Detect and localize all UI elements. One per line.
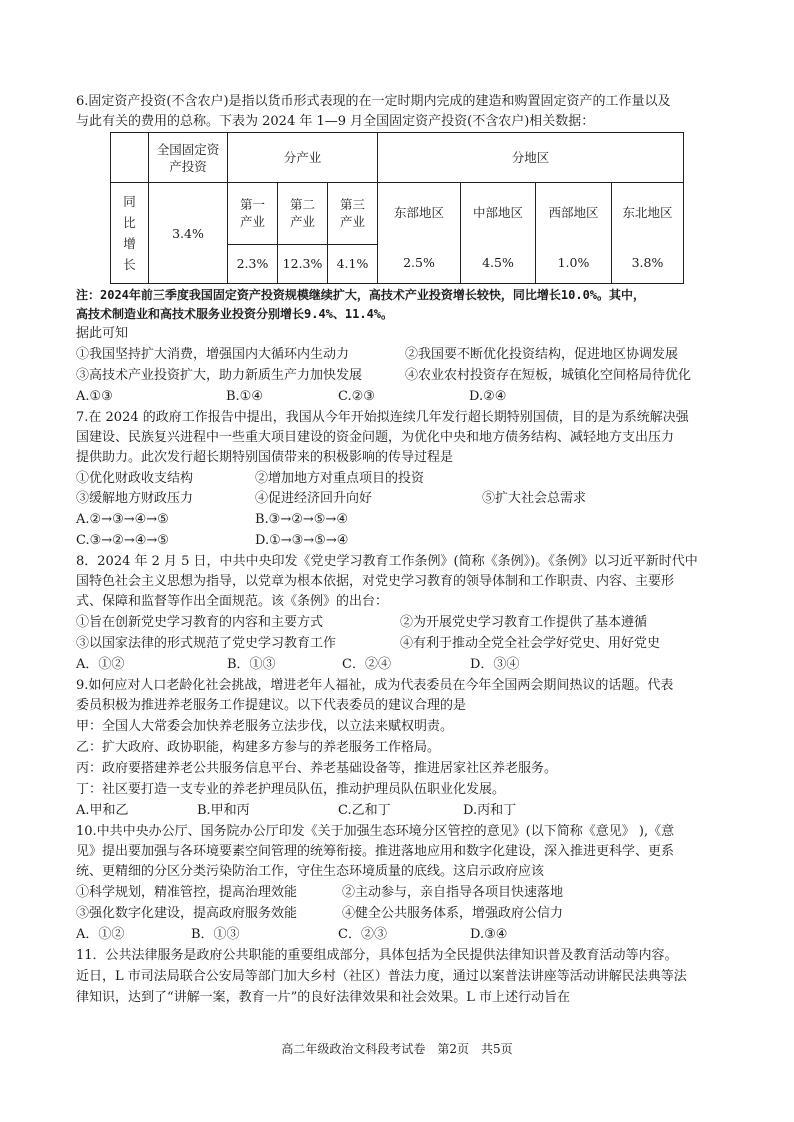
region-name-west: 西部地区 bbox=[548, 205, 599, 220]
q7-option-b[interactable]: B.③→②→⑤→④ bbox=[255, 512, 348, 527]
q8-option-b[interactable]: B．①③ bbox=[227, 657, 276, 672]
q9-suggestion-ding: 丁：社区要打造一支专业的养老护理员队伍，推动护理员队伍职业化发展。 bbox=[76, 782, 506, 797]
q6-statement-1: ①我国坚持扩大消费，增强国内大循环内生动力 bbox=[76, 347, 350, 362]
q7-stem-line1: 7.在 2024 的政府工作报告中提出，我国从今年开始拟连续几年发行超长期特别国债，目的是为系统解决强 bbox=[76, 410, 689, 425]
q8-statement-1: ①旨在创新党史学习教育的内容和主要方式 bbox=[76, 615, 324, 630]
industry-name-primary: 第一产业 bbox=[228, 183, 278, 245]
header-by-region: 分地区 bbox=[378, 133, 684, 183]
q6-statement-4: ④农业农村投资存在短板，城镇化空间格局待优化 bbox=[405, 368, 692, 383]
header-by-industry: 分产业 bbox=[228, 133, 378, 183]
q7-option-a[interactable]: A.②→③→④→⑤ bbox=[76, 512, 169, 527]
q8-statement-4: ④有利于推动全党全社会学好党史、用好党史 bbox=[400, 636, 661, 651]
q10-statement-3: ③强化数字化建设，提高政府服务效能 bbox=[76, 906, 298, 921]
q7-stem-line3: 提供助力。此次发行超长期特别国债带来的积极影响的传导过程是 bbox=[76, 450, 454, 465]
q7-option-d[interactable]: D.①→③→⑤→④ bbox=[255, 533, 349, 548]
q9-suggestion-yi: 乙：扩大政府、政协职能，构建多方参与的养老服务工作格局。 bbox=[76, 740, 441, 755]
q9-option-d[interactable]: D.丙和丁 bbox=[463, 803, 517, 818]
q9-stem-line2: 委员积极为推进养老服务工作提建议。以下代表委员的建议合理的是 bbox=[76, 698, 467, 713]
region-name-east: 东部地区 bbox=[393, 205, 444, 220]
q7-step-4: ④促进经济回升向好 bbox=[255, 491, 373, 506]
region-central bbox=[461, 183, 536, 284]
q10-stem-line2: 见》提出要加强与各环境要素空间管理的统筹衔接。推进落地应用和数字化建设，深入推进更科学、更系 bbox=[76, 844, 675, 859]
q9-suggestion-jia: 甲：全国人大常委会加快养老服务立法步伐，以立法来赋权明责。 bbox=[76, 719, 454, 734]
region-name-northeast: 东北地区 bbox=[622, 205, 673, 220]
q10-statement-1: ①科学规划，精准管控，提高治理效能 bbox=[76, 885, 298, 900]
q8-option-d[interactable]: D．③④ bbox=[470, 657, 520, 672]
q9-suggestion-bing: 丙：政府要搭建养老公共服务信息平台、养老基础设备等，推进居家社区养老服务。 bbox=[76, 761, 558, 776]
industry-name-secondary: 第二产业 bbox=[278, 183, 328, 245]
q11-stem-line2: 近日，L 市司法局联合公安局等部门加大乡村（社区）普法力度，通过以案普法讲座等活动讲解民法典等法 bbox=[76, 969, 687, 984]
q6-option-c[interactable]: C.②③ bbox=[338, 389, 375, 404]
q8-stem-line3: 式、保障和监督等作出全面规范。该《条例》的出台： bbox=[76, 594, 389, 609]
q8-statement-3: ③以国家法律的形式规范了党史学习教育工作 bbox=[76, 636, 337, 651]
q6-option-b[interactable]: B.①④ bbox=[226, 389, 263, 404]
region-value-west: 1.0% bbox=[557, 255, 590, 270]
q10-statement-2: ②主动参与，亲自指导各项目快速落地 bbox=[342, 885, 564, 900]
region-west bbox=[536, 183, 612, 284]
q7-stem-line2: 国建设、民族复兴进程中一些重大项目建设的资金问题，为优化中央和地方债务结构、减轻地方支出压力 bbox=[76, 430, 675, 445]
q7-step-3: ③缓解地方财政压力 bbox=[76, 491, 194, 506]
q10-stem-line1: 10.中共中央办公厅、国务院办公厅印发《关于加强生态环境分区管控的意见》(以下简称《意见》 ),《意 bbox=[76, 824, 675, 839]
q9-option-a[interactable]: A.甲和乙 bbox=[76, 803, 129, 818]
total-investment-value: 3.4% bbox=[149, 183, 228, 284]
industry-name-tertiary: 第三产业 bbox=[328, 183, 378, 245]
q7-step-2: ②增加地方对重点项目的投资 bbox=[255, 471, 425, 486]
q7-step-1: ①优化财政收支结构 bbox=[76, 471, 194, 486]
q10-option-c[interactable]: C．②③ bbox=[338, 927, 387, 942]
q10-option-a[interactable]: A．①② bbox=[76, 927, 125, 942]
q6-note-line2: 高技术制造业和高技术服务业投资分别增长9.4%、11.4%。 bbox=[76, 307, 394, 321]
q10-statement-4: ④健全公共服务体系，增强政府公信力 bbox=[342, 906, 564, 921]
q10-option-b[interactable]: B．①③ bbox=[191, 927, 240, 942]
q10-stem-line3: 统、更精细的分区分类污染防治工作，守住生态环境质量的底线。这启示政府应该 bbox=[76, 864, 545, 879]
region-value-east: 2.5% bbox=[403, 255, 435, 270]
q6-statement-2: ②我国要不断优化投资结构，促进地区协调发展 bbox=[405, 347, 679, 362]
q6-option-a[interactable]: A.①③ bbox=[76, 389, 113, 404]
q8-statement-2: ②为开展党史学习教育工作提供了基本遵循 bbox=[400, 615, 648, 630]
table-corner-cell bbox=[111, 133, 149, 183]
q6-statement-3: ③高技术产业投资扩大，助力新质生产力加快发展 bbox=[76, 368, 363, 383]
q9-stem-line1: 9.如何应对人口老龄化社会挑战，增进老年人福祉，成为代表委员在今年全国两会期间热议的话题。代表 bbox=[76, 678, 674, 693]
q8-option-c[interactable]: C．②④ bbox=[342, 657, 391, 672]
q6-prompt: 据此可知 bbox=[76, 326, 129, 341]
q10-option-d[interactable]: D.③④ bbox=[470, 927, 508, 942]
q11-stem-line3: 律知识，达到了“讲解一案，教育一片”的良好法律效果和社会效果。L 市上述行动旨在 bbox=[76, 990, 571, 1005]
industry-value-secondary: 12.3% bbox=[278, 244, 328, 283]
industry-value-primary: 2.3% bbox=[228, 244, 278, 283]
header-total-investment: 全国固定资产投资 bbox=[149, 133, 228, 183]
industry-value-tertiary: 4.1% bbox=[328, 244, 378, 283]
q7-step-5: ⑤扩大社会总需求 bbox=[482, 491, 587, 506]
page-footer: 高二年级政治文科段考试卷 第2页 共5页 bbox=[281, 1042, 513, 1056]
region-east bbox=[378, 183, 461, 284]
fixed-investment-table bbox=[110, 132, 684, 284]
q8-option-a[interactable]: A．①② bbox=[76, 657, 125, 672]
region-value-central: 4.5% bbox=[482, 255, 514, 270]
region-northeast bbox=[612, 183, 684, 284]
row-label-yoy-growth: 同比增长 bbox=[111, 183, 149, 284]
q6-option-d[interactable]: D.②④ bbox=[469, 389, 507, 404]
q8-stem-line1: 8．2024 年 2 月 5 日，中共中央印发《党史学习教育工作条例》(简称《条例》)。《条例》以习近平新时代中 bbox=[76, 554, 698, 569]
q6-stem-line2: 与此有关的费用的总称。下表为 2024 年 1—9 月全国固定资产投资(不含农户)相关数据： bbox=[76, 114, 595, 129]
q8-stem-line2: 国特色社会主义思想为指导，以党章为根本依据，对党史学习教育的领导体制和工作职责、内容、主要形 bbox=[76, 574, 675, 589]
region-name-central: 中部地区 bbox=[472, 205, 523, 220]
q11-stem-line1: 11．公共法律服务是政府公共职能的重要组成部分，具体包括为全民提供法律知识普及教育活动等内容。 bbox=[76, 948, 678, 963]
q9-option-c[interactable]: C.乙和丁 bbox=[338, 803, 391, 818]
q7-option-c[interactable]: C.③→②→④→⑤ bbox=[76, 533, 169, 548]
region-value-northeast: 3.8% bbox=[631, 255, 664, 270]
q6-note-line1: 注：2024年前三季度我国固定资产投资规模继续扩大，高技术产业投资增长较快，同比增长10.0%。其中， bbox=[76, 288, 646, 302]
q6-stem-line1: 6.固定资产投资(不含农户)是指以货币形式表现的在一定时期内完成的建造和购置固定资产的工作量以及 bbox=[76, 94, 671, 109]
q9-option-b[interactable]: B.甲和丙 bbox=[197, 803, 250, 818]
